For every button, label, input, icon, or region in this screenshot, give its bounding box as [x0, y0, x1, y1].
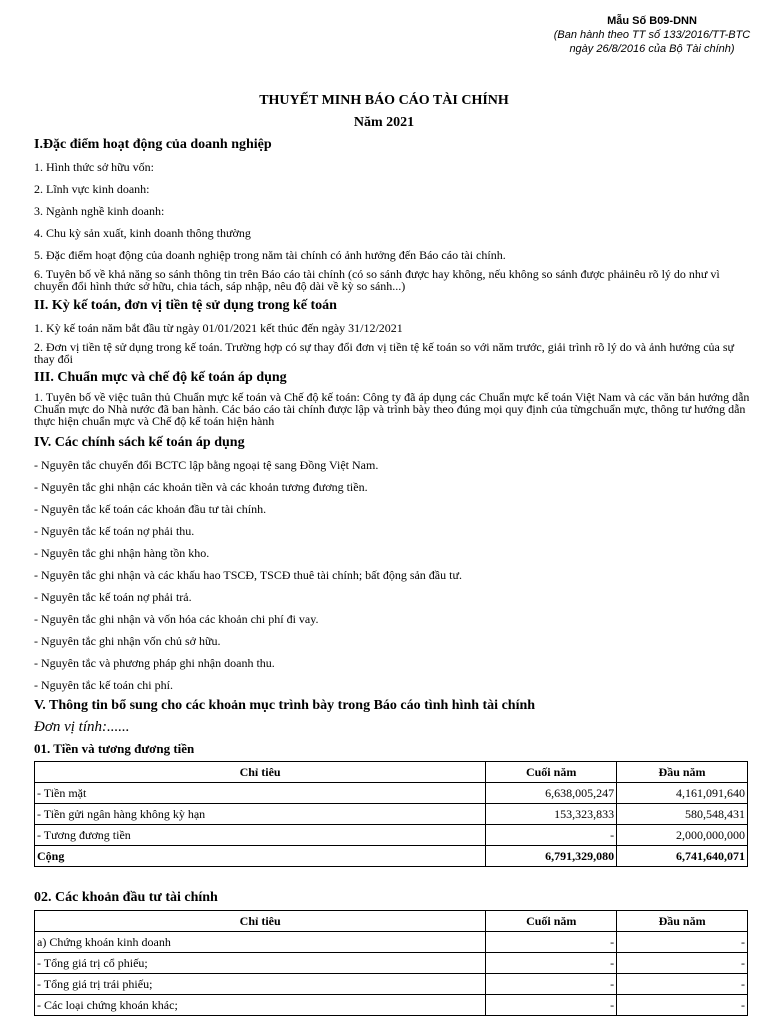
document-year: Năm 2021 — [353, 115, 415, 130]
section-1-item: 2. Lĩnh vực kinh doanh: — [34, 182, 150, 196]
form-code: Mẫu Số B09-DNN — [607, 15, 697, 27]
table-2-heading: 02. Các khoản đầu tư tài chính — [34, 890, 218, 905]
column-header: Cuối năm — [486, 911, 617, 932]
table-header-row — [35, 911, 748, 932]
table-row — [35, 804, 748, 825]
document-title: THUYẾT MINH BÁO CÁO TÀI CHÍNH — [259, 93, 509, 108]
end-of-year-value: - — [486, 953, 617, 974]
start-of-year-total: 6,741,640,071 — [617, 846, 748, 867]
investments-table — [34, 910, 748, 1016]
section-4-heading: IV. Các chính sách kế toán áp dụng — [34, 435, 245, 450]
policy-item: - Nguyên tắc ghi nhận và vốn hóa các khoản chi phí đi vay. — [34, 612, 319, 626]
policy-item: - Nguyên tắc kế toán nợ phải thu. — [34, 524, 195, 538]
form-note: (Ban hành theo TT số 133/2016/TT-BTC ngày 26/8/2016 của Bộ Tài chính) — [553, 29, 751, 55]
table-row — [35, 932, 748, 953]
table-1-heading: 01. Tiền và tương đương tiền — [34, 741, 195, 756]
policy-item: - Nguyên tắc chuyển đổi BCTC lập bằng ngoại tệ sang Đồng Việt Nam. — [34, 458, 379, 472]
row-label: - Tổng giá trị cổ phiếu; — [35, 953, 486, 974]
end-of-year-value: 153,323,833 — [486, 804, 617, 825]
start-of-year-value: 2,000,000,000 — [617, 825, 748, 846]
policy-item: - Nguyên tắc ghi nhận các khoản tiền và các khoản tương đương tiền. — [34, 480, 368, 494]
end-of-year-value: - — [486, 932, 617, 953]
start-of-year-value: - — [617, 995, 748, 1016]
row-label: - Tổng giá trị trái phiếu; — [35, 974, 486, 995]
section-1-heading: I.Đặc điểm hoạt động của doanh nghiệp — [34, 137, 272, 152]
section-1-item: 1. Hình thức sở hữu vốn: — [34, 160, 155, 174]
table-header-row — [35, 762, 748, 783]
table-row — [35, 974, 748, 995]
table-row — [35, 783, 748, 804]
end-of-year-value: - — [486, 974, 617, 995]
section-3-heading: III. Chuẩn mực và chế độ kế toán áp dụng — [34, 370, 287, 385]
section-1-item: 4. Chu kỳ sản xuất, kinh doanh thông thường — [34, 226, 251, 240]
row-label: - Tiền gửi ngân hàng không kỳ hạn — [35, 804, 486, 825]
start-of-year-value: 4,161,091,640 — [617, 783, 748, 804]
row-label: - Tương đương tiền — [35, 825, 486, 846]
end-of-year-value: 6,638,005,247 — [486, 783, 617, 804]
table-row — [35, 995, 748, 1016]
section-5-heading: V. Thông tin bổ sung cho các khoản mục trình bày trong Báo cáo tình hình tài chính — [34, 698, 536, 713]
section-2-heading: II. Kỳ kế toán, đơn vị tiền tệ sử dụng trong kế toán — [34, 298, 337, 313]
column-header: Chỉ tiêu — [35, 762, 486, 783]
start-of-year-value: - — [617, 974, 748, 995]
policy-item: - Nguyên tắc ghi nhận hàng tồn kho. — [34, 546, 210, 560]
cash-table — [34, 761, 748, 867]
policy-item: - Nguyên tắc và phương pháp ghi nhận doanh thu. — [34, 656, 275, 670]
policy-item: - Nguyên tắc kế toán các khoản đầu tư tài chính. — [34, 502, 267, 516]
table-row — [35, 953, 748, 974]
column-header: Cuối năm — [486, 762, 617, 783]
table-row — [35, 825, 748, 846]
start-of-year-value: 580,548,431 — [617, 804, 748, 825]
policy-item: - Nguyên tắc kế toán nợ phải trả. — [34, 590, 192, 604]
policy-item: - Nguyên tắc ghi nhận và các khấu hao TSCĐ, TSCĐ thuê tài chính; bất động sản đầu tư. — [34, 568, 462, 582]
unit-label: Đơn vị tính:...... — [34, 719, 130, 735]
section-1-item: 6. Tuyên bố về khả năng so sánh thông tin trên Báo cáo tài chính (có so sánh được hay không, nếu không so sánh được phảinêu rõ lý do như vì chuyển đổi hình thức sở hữu, chia tách, sáp nhập, nêu độ dài về kỳ so sánh...) — [34, 267, 720, 293]
section-2-item: 1. Kỳ kế toán năm bắt đầu từ ngày 01/01/2021 kết thúc đến ngày 31/12/2021 — [34, 321, 403, 335]
row-label: a) Chứng khoán kinh doanh — [35, 932, 486, 953]
end-of-year-total: 6,791,329,080 — [486, 846, 617, 867]
row-label: Cộng — [35, 846, 486, 867]
end-of-year-value: - — [486, 825, 617, 846]
end-of-year-value: - — [486, 995, 617, 1016]
section-2-item: 2. Đơn vị tiền tệ sử dụng trong kế toán. Trường hợp có sự thay đổi đơn vị tiền tệ kế toán so với năm trước, giải trình rõ lý do và ảnh hưởng của sự thay đổi — [34, 340, 735, 366]
start-of-year-value: - — [617, 953, 748, 974]
policy-item: - Nguyên tắc kế toán chi phí. — [34, 678, 173, 692]
section-3-item: 1. Tuyên bố về việc tuân thủ Chuẩn mực kế toán và Chế độ kế toán: Công ty đã áp dụng các Chuẩn mực kế toán Việt Nam và các văn bản hướng dẫn Chuẩn mực do Nhà nước đã ban hành. Các báo cáo tài chính được lập và trình bày theo đúng mọi quy định của từngchuẩn mực, thông tư hướng dẫn thực hiện chuẩn mực và Chế độ kế toán hiện hành — [34, 390, 750, 428]
column-header: Chỉ tiêu — [35, 911, 486, 932]
section-1-item: 3. Ngành nghề kinh doanh: — [34, 204, 165, 218]
policy-item: - Nguyên tắc ghi nhận vốn chủ sở hữu. — [34, 634, 221, 648]
column-header: Đầu năm — [617, 911, 748, 932]
form-reference — [548, 14, 756, 56]
total-row — [35, 846, 748, 867]
column-header: Đầu năm — [617, 762, 748, 783]
row-label: - Tiền mặt — [35, 783, 486, 804]
row-label: - Các loại chứng khoán khác; — [35, 995, 486, 1016]
start-of-year-value: - — [617, 932, 748, 953]
section-1-item: 5. Đặc điểm hoạt động của doanh nghiệp trong năm tài chính có ảnh hưởng đến Báo cáo tài chính. — [34, 248, 506, 262]
